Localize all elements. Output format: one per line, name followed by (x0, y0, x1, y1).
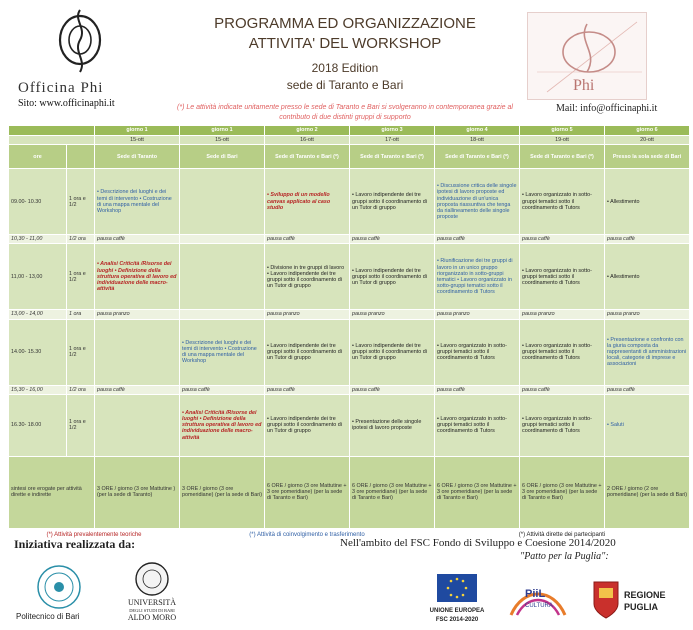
break-cell: pausa caffè (435, 235, 520, 244)
legend-theory: (*) Attività prevalentemente teoriche (9, 528, 180, 542)
regione-puglia-logo (590, 578, 686, 620)
day-header: giorno 6 (605, 126, 690, 136)
activity-cell: • Allestimento (605, 169, 690, 235)
activity-cell: • Saluti (605, 394, 690, 456)
day-header: giorno 1 (180, 126, 265, 136)
date-cell: 16-ott (265, 136, 350, 145)
duration-cell: 1/2 ora (67, 385, 95, 394)
dates-row (9, 136, 690, 145)
schedule-table (8, 125, 690, 543)
break-cell: pausa pranzo (435, 310, 520, 319)
activity-cell: • Lavoro organizzato in sotto-gruppi tematici sotto il coordinamento di Tutors (520, 394, 605, 456)
sede-row (9, 145, 690, 169)
brand-name: Officina Phi (18, 80, 104, 96)
summary-cell: 2 ORE / giorno (2 ore pomeridiane) (per la sede di Bari) (605, 456, 690, 528)
initiative-label: Iniziativa realizzata da: (14, 537, 136, 551)
activity-cell: • Presentazione delle singole ipotesi di lavoro proposte (350, 394, 435, 456)
summary-cell: 3 ORE / giorno (3 ore pomeridiane) (per la sede di Bari) (180, 456, 265, 528)
activity-cell: • Allestimento (605, 244, 690, 310)
page-subtitle (150, 60, 540, 94)
day-header: giorno 4 (435, 126, 520, 136)
date-cell: 19-ott (520, 136, 605, 145)
break-cell: pausa caffè (350, 235, 435, 244)
activity-cell (95, 319, 180, 385)
activity-cell (180, 244, 265, 310)
activity-cell: • Lavoro indipendente dei tre gruppi sotto il coordinamento di un Tutor di gruppo (350, 244, 435, 310)
activity-cell: • Lavoro organizzato in sotto-gruppi tematici sotto il coordinamento di Tutors (435, 394, 520, 456)
time-cell: 10,30 - 11,00 (9, 235, 67, 244)
duration-cell: 1 ora e 1/2 (67, 169, 95, 235)
day-header: giorno 3 (350, 126, 435, 136)
regione-line-2: PUGLIA (624, 602, 659, 612)
duration-cell: 1 ora e 1/2 (67, 394, 95, 456)
summary-row (9, 456, 690, 528)
eu-line-2: FSC 2014-2020 (435, 617, 479, 623)
header-note: (*) Le attività indicate unitamente presso le sede di Taranto e Bari si svolgeranno in contemporanea grazie al contributo di due distinti gruppi di supporto (177, 104, 513, 121)
activity-cell: • Presentazione e confronto con la giuria composta da rappresentanti di amministrazioni locali, categorie di imprese e associazioni (605, 319, 690, 385)
activity-cell (95, 394, 180, 456)
activity-cell: • Lavoro indipendente dei tre gruppi sotto il coordinamento di un Tutor di gruppo (350, 319, 435, 385)
activity-cell: • Lavoro organizzato in sotto-gruppi tematici sotto il coordinamento di Tutors (520, 169, 605, 235)
activity-cell: • Lavoro indipendente dei tre gruppi sotto il coordinamento di un Tutor di gruppo (265, 394, 350, 456)
break-cell: pausa caffè (180, 385, 265, 394)
legend-involvement: (*) Attività di coinvolgimento e trasferimento (180, 528, 435, 542)
break-cell: pausa caffè (520, 385, 605, 394)
officina-phi-logo (55, 6, 105, 76)
politecnico-name: Politecnico di Bari (16, 612, 80, 621)
table-row (9, 244, 690, 310)
time-cell: 14.00- 15.30 (9, 319, 67, 385)
duration-cell: 1 ora e 1/2 (67, 319, 95, 385)
table-row (9, 385, 690, 394)
activity-cell: • Divisione in tre gruppi di lavoro • Lavoro indipendente dei tre gruppi sotto il coordinamento di un Tutor di gruppo (265, 244, 350, 310)
eu-line-1: UNIONE EUROPEA (429, 608, 485, 614)
date-cell: 20-ott (605, 136, 690, 145)
title-line-1: PROGRAMMA ED ORGANIZZAZIONE (214, 15, 476, 32)
summary-cell: 3 ORE / giorno (3 ore Mattutine ) (per la sede di Taranto) (95, 456, 180, 528)
politecnico-logo (26, 563, 92, 611)
time-cell: 13,00 - 14,00 (9, 310, 67, 319)
eu-logo (423, 572, 491, 624)
break-cell: pausa caffè (605, 235, 690, 244)
activity-cell: • Discussione critica delle singole ipotesi di lavoro proposte ed individuazione di un'unica proposta riassuntiva che tenga da riallineamento delle singole proposte (435, 169, 520, 235)
edition: 2018 Edition (311, 61, 379, 75)
break-cell (180, 235, 265, 244)
date-cell: 18-ott (435, 136, 520, 145)
activity-cell: • Riunificazione dei tre gruppi di lavoro in un unico gruppo riorganizzato in sotto-gruppi tematici • Lavoro organizzato in sotto-gruppi tematici sotto il coordinamento di Tutors (435, 244, 520, 310)
summary-label: sintesi ore erogate per attività dirette e indirette (9, 456, 95, 528)
activity-cell: • Analisi Criticità /Risorse dei luoghi • Definizione della struttura operativa di lavoro ed individuazione delle macro-attività (95, 244, 180, 310)
day-header: giorno 2 (265, 126, 350, 136)
page-title (150, 14, 540, 54)
pil-name: PiiL (525, 588, 546, 600)
regione-line-1: REGIONE (624, 590, 666, 600)
summary-cell: 6 ORE / giorno (3 ore Mattutine + 3 ore pomeridiane) (per la sede di Taranto e Bari) (265, 456, 350, 528)
table-row (9, 319, 690, 385)
time-cell: 09.00- 10.30 (9, 169, 67, 235)
break-cell: pausa caffè (265, 235, 350, 244)
title-line-2: ATTIVITA' DEL WORKSHOP (248, 35, 442, 52)
table-row (9, 310, 690, 319)
sede-header: Presso la sola sede di Bari (605, 145, 690, 169)
contact-mail[interactable]: Mail: info@officinaphi.it (556, 103, 658, 114)
break-cell (180, 310, 265, 319)
summary-cell: 6 ORE / giorno (3 ore Mattutine + 3 ore pomeridiane) (per la sede di Taranto e Bari) (435, 456, 520, 528)
activity-cell: • Lavoro organizzato in sotto-gruppi tematici sotto il coordinamento di Tutors (520, 319, 605, 385)
summary-cell: 6 ORE / giorno (3 ore Mattutine + 3 ore pomeridiane) (per la sede di Taranto e Bari) (350, 456, 435, 528)
table-row (9, 235, 690, 244)
table-row (9, 169, 690, 235)
patto-label: "Patto per la Puglia": (520, 551, 609, 562)
date-cell: 15-ott (95, 136, 180, 145)
uniba-logo (117, 561, 187, 623)
activity-cell: • Descrizione dei luoghi e dei temi di intervento • Costruzione di una mappa mentale del Workshop (95, 169, 180, 235)
duration-cell: 1/2 ora (67, 235, 95, 244)
break-cell: pausa caffè (95, 385, 180, 394)
day-header: giorno 5 (520, 126, 605, 136)
date-cell: 15-ott (180, 136, 265, 145)
site-url[interactable]: Sito: www.officinaphi.it (18, 98, 115, 109)
sede-header: Sede di Bari (180, 145, 265, 169)
phi-logo-right (527, 12, 647, 100)
duration-cell: 1 ora (67, 310, 95, 319)
sede-header: Sede di Taranto (95, 145, 180, 169)
piil-cultura-logo (503, 577, 573, 621)
activity-cell: • Lavoro indipendente dei tre gruppi sotto il coordinamento di un Tutor di gruppo (350, 169, 435, 235)
time-cell: 11,00 - 13,00 (9, 244, 67, 310)
break-cell: pausa caffè (265, 385, 350, 394)
break-cell: pausa pranzo (350, 310, 435, 319)
break-cell: pausa pranzo (605, 310, 690, 319)
break-cell: pausa caffè (520, 235, 605, 244)
activity-cell: • Lavoro organizzato in sotto-gruppi tematici sotto il coordinamento di Tutors (435, 319, 520, 385)
location: sede di Taranto e Bari (286, 78, 404, 92)
sede-header: Sede di Taranto e Bari (*) (435, 145, 520, 169)
activity-cell: • Analisi Criticità /Risorse dei luoghi • Definizione della struttura operativa di lavoro ed individuazione delle macro-attività (180, 394, 265, 456)
sede-header: Sede di Taranto e Bari (*) (265, 145, 350, 169)
time-cell: 16.30- 18.00 (9, 394, 67, 456)
pil-sub: CULTURA (525, 603, 553, 609)
uni-line-2: DEGLI STUDI DI BARI (129, 608, 175, 613)
uni-line-3: ALDO MORO (127, 613, 177, 622)
date-cell: 17-ott (350, 136, 435, 145)
activity-cell: • Descrizione dei luoghi e dei temi di intervento • Costruzione di una mappa mentale del Workshop (180, 319, 265, 385)
uni-line-1: UNIVERSITÀ (128, 598, 176, 607)
fsc-label: Nell'ambito del FSC Fondo di Sviluppo e Coesione 2014/2020 (340, 537, 616, 549)
break-cell: pausa caffè (605, 385, 690, 394)
day-header: giorno 1 (95, 126, 180, 136)
logo-right-text: Phi (573, 77, 595, 94)
duration-cell: 1 ora e 1/2 (67, 244, 95, 310)
sede-header: Sede di Taranto e Bari (*) (520, 145, 605, 169)
ore-header: ore (9, 145, 67, 169)
activity-cell: • Lavoro organizzato in sotto-gruppi tematici sotto il coordinamento di Tutors (520, 244, 605, 310)
break-cell: pausa caffè (350, 385, 435, 394)
break-cell: pausa caffè (95, 235, 180, 244)
break-cell: pausa caffè (435, 385, 520, 394)
summary-cell: 6 ORE / giorno (3 ore Mattutine + 3 ore pomeridiane) (per la sede di Taranto e Bari) (520, 456, 605, 528)
break-cell: pausa pranzo (265, 310, 350, 319)
break-cell: pausa pranzo (95, 310, 180, 319)
days-row (9, 126, 690, 136)
table-row (9, 394, 690, 456)
activity-cell: • Sviluppo di un modello canvas applicato al caso studio (265, 169, 350, 235)
time-cell: 15,30 - 16,00 (9, 385, 67, 394)
activity-cell (180, 169, 265, 235)
break-cell: pausa pranzo (520, 310, 605, 319)
activity-cell: • Lavoro indipendente dei tre gruppi sotto il coordinamento di un Tutor di gruppo (265, 319, 350, 385)
legend-direct: (*) Attività dirette dei partecipanti (435, 528, 690, 542)
sede-header: Sede di Taranto e Bari (*) (350, 145, 435, 169)
